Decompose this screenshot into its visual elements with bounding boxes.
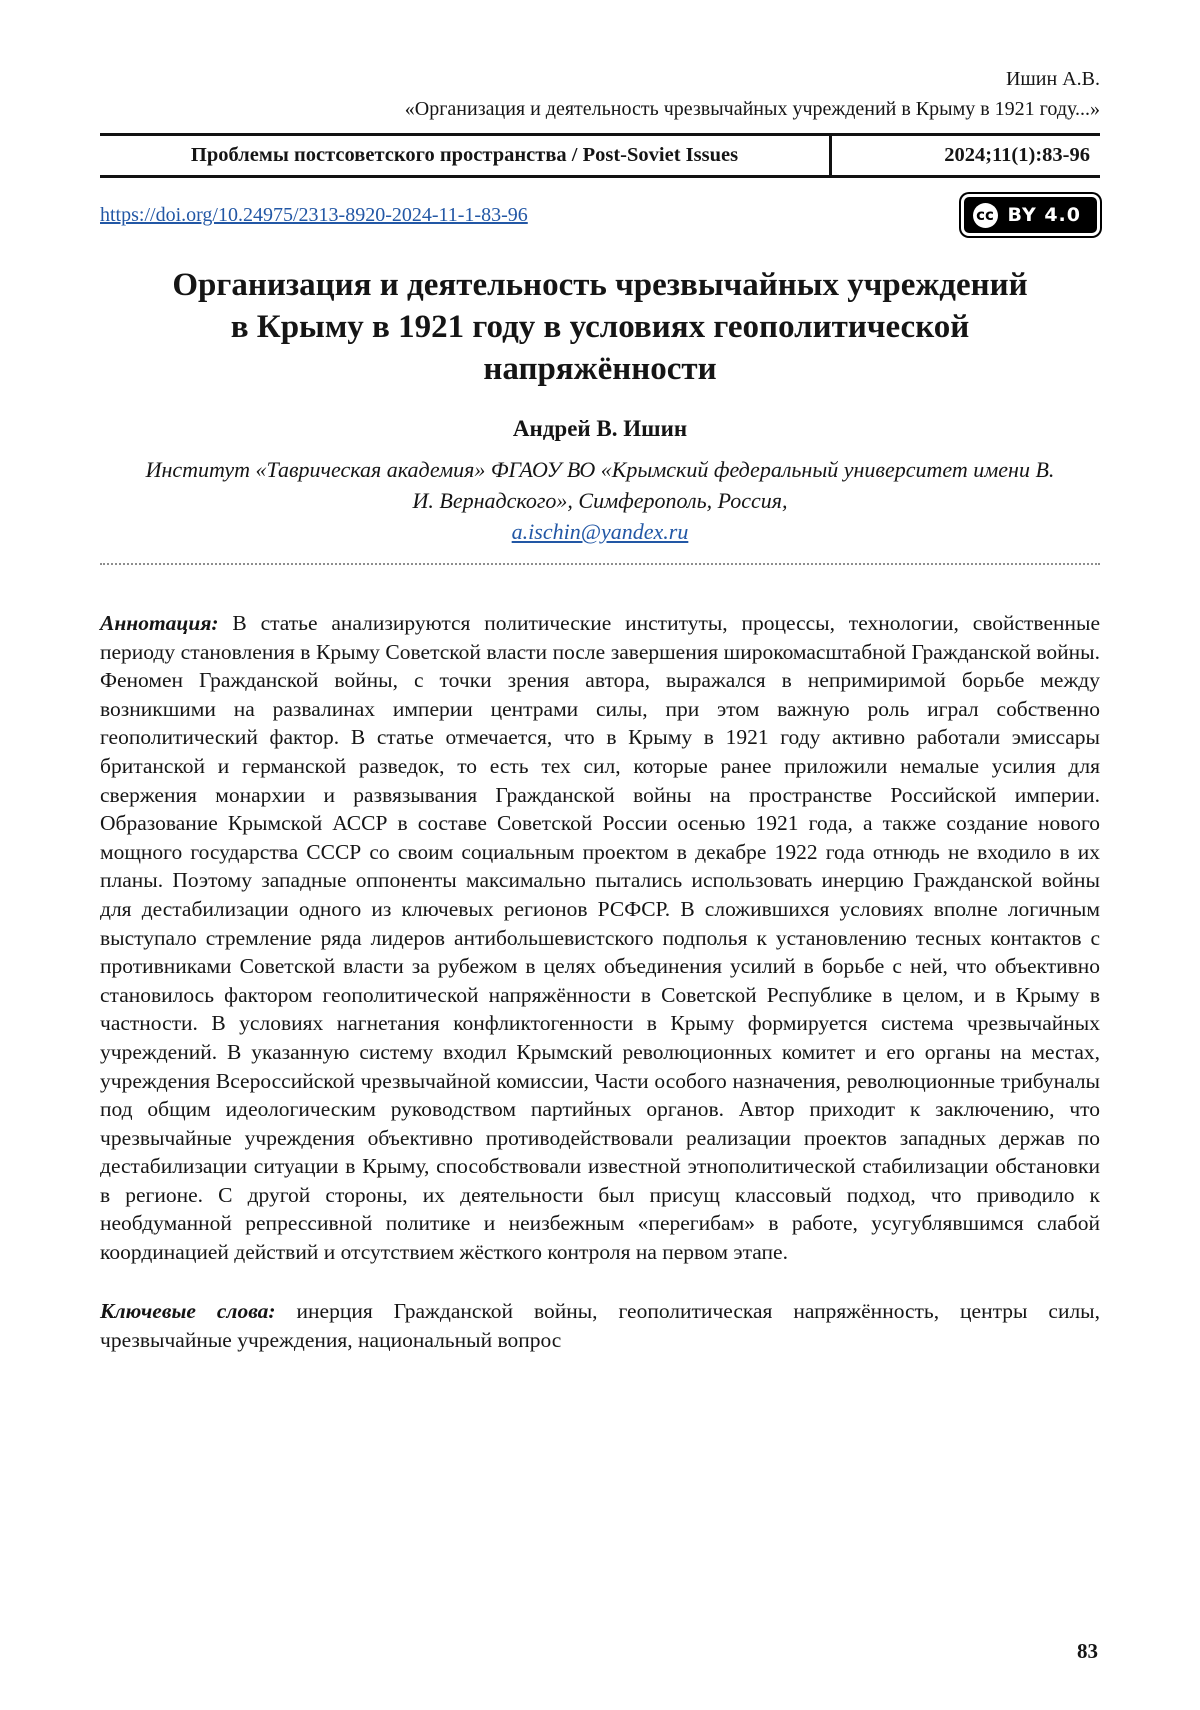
doi-link[interactable]: https://doi.org/10.24975/2313-8920-2024-11-1-83-96 — [100, 203, 528, 226]
keywords-label: Ключевые слова: — [100, 1298, 276, 1323]
running-head — [100, 64, 1100, 124]
journal-banner — [100, 133, 1100, 178]
page-number: 83 — [1077, 1639, 1098, 1663]
abstract-paragraph — [100, 609, 1100, 1267]
cc-license-label: BY 4.0 — [1007, 204, 1081, 226]
keywords-text: инерция Гражданской войны, геополитическая напряжённость, центры силы, чрезвычайные учреждения, национальный вопрос — [100, 1298, 1100, 1352]
running-head-author: Ишин А.В. — [1005, 68, 1100, 90]
abstract-text: В статье анализируются политические институты, процессы, технологии, свойственные периоду становления в Крыму Советской власти после завершения широкомасштабной Гражданской войны. Феномен Гражданской войны, с точки зрения автора, выражался в непримиримой борьбе между возникшими на развалинах империи центрами силы, при этом важную роль играл собственно геополитический фактор. В статье отмечается, что в Крыму в 1921 году активно работали эмиссары британской и германской разведок, то есть тех сил, которые ранее приложили немалые усилия для свержения монархии и развязывания Гражданской войны на пространстве Российской империи. Образование Крымской АССР в составе Советской России осенью 1921 года, а также создание нового мощного государства СССР со своим социальным проектом в декабре 1922 года отнюдь не входило в их планы. Поэтому западные оппоненты максимально пытались использовать инерцию Гражданской войны для дестабилизации одного из ключевых регионов РСФСР. В сложившихся условиях вполне логичным выступало стремление ряда лидеров антибольшевистского подполья к установлению тесных контактов с противниками Советской власти за рубежом в целях объединения усилий в борьбе с ней, что объективно становилось фактором геополитической напряжённости в Советской Республике в целом, и в Крыму в частности. В условиях нагнетания конфликтогенности в Крыму формируется система чрезвычайных учреждений. В указанную систему входил Крымский революционных комитет и его органы на местах, учреждения Всероссийской чрезвычайной комиссии, Части особого назначения, революционные трибуналы под общим идеологическим руководством партийных органов. Автор приходит к заключению, что чрезвычайные учреждения объективно противодействовали реализации проектов западных держав по дестабилизации ситуации в Крыму, способствовали известной этнополитической стабилизации обстановки в регионе. С другой стороны, их деятельности был присущ классовый подход, что приводило к необдуманной репрессивной политике и неизбежным «перегибам» в работе, усугублявшимся слабой координацией действий и отсутствием жёсткого контроля на первом этапе. — [100, 611, 1100, 1265]
cc-by-badge[interactable] — [961, 194, 1100, 236]
keywords-paragraph — [100, 1297, 1100, 1355]
abstract-label: Аннотация: — [100, 611, 219, 635]
running-head-title: «Организация и деятельность чрезвычайных учреждений в Крыму в 1921 году...» — [404, 98, 1100, 120]
article-title: Организация и деятельность чрезвычайных учреждений в Крыму в 1921 году в условиях геополитической напряжённости — [172, 267, 1028, 387]
dotted-separator — [100, 563, 1100, 565]
author-name: Андрей В. Ишин — [512, 416, 688, 441]
email-row — [100, 516, 1100, 547]
cc-icon-text: cc — [976, 206, 994, 224]
author-affiliation: Институт «Таврическая академия» ФГАОУ ВО «Крымский федеральный университет имени В. И. Вернадского», Симферополь, Россия, — [145, 457, 1055, 513]
cc-icon — [973, 203, 998, 228]
issue-citation: 2024;11(1):83-96 — [944, 144, 1090, 166]
email-link[interactable]: a.ischin@yandex.ru — [511, 519, 689, 544]
article-body — [100, 264, 1100, 1355]
page-header — [100, 64, 1100, 236]
doi-row — [100, 194, 1100, 236]
journal-name: Проблемы постсоветского пространства / Post-Soviet Issues — [190, 144, 739, 166]
